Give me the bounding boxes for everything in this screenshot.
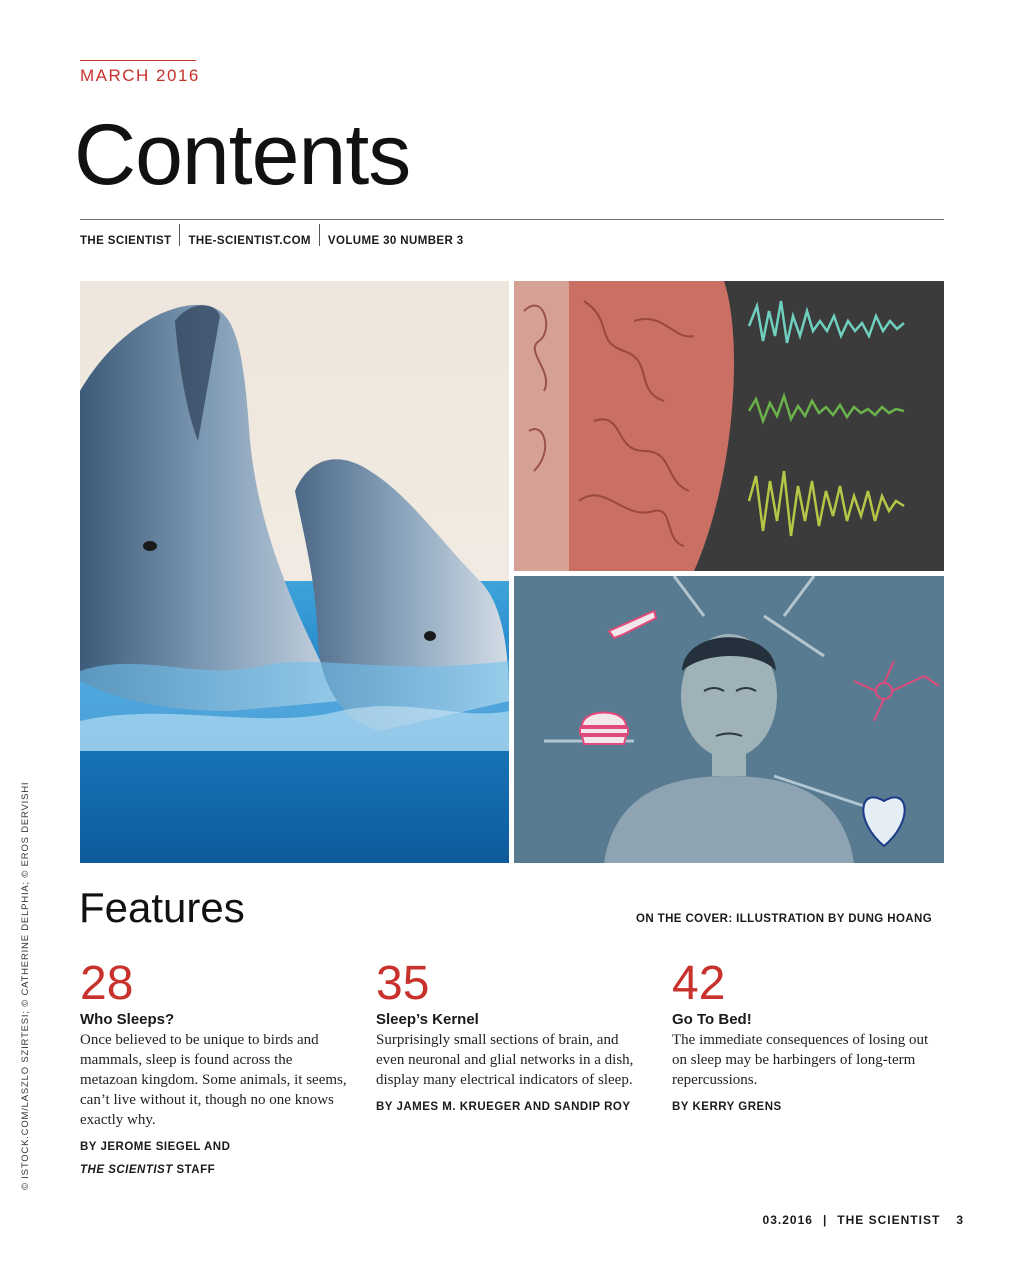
feature-title[interactable]: Sleep’s Kernel <box>376 1011 479 1028</box>
footer-page-number: 3 <box>956 1213 964 1227</box>
feature-article[interactable] <box>672 957 942 1119</box>
brain-illustration <box>514 281 944 571</box>
masthead-divider <box>179 224 180 246</box>
issue-date: MARCH 2016 <box>80 66 200 85</box>
feature-byline-line: BY JEROME SIEGEL AND <box>80 1141 231 1153</box>
footer-publication: THE SCIENTIST <box>837 1213 941 1227</box>
footer-date: 03.2016 <box>762 1213 813 1227</box>
photo-credit: © ISTOCK.COM/LASZLO SZIRTESI; © CATHERINE DELPHIA; © EROS DERVISHI <box>20 781 31 1190</box>
date-rule <box>80 60 196 61</box>
dolphins-photo <box>80 281 509 863</box>
feature-byline <box>80 1136 350 1182</box>
page-footer <box>763 1213 964 1227</box>
feature-byline-line <box>80 1159 350 1182</box>
feature-page-number: 42 <box>672 957 726 1010</box>
feature-page-number: 35 <box>376 957 430 1010</box>
byline-suffix: STAFF <box>172 1164 216 1176</box>
sleep-deprivation-illustration <box>514 576 944 863</box>
publication-name: THE SCIENTIST <box>80 1164 173 1176</box>
masthead-website: THE-SCIENTIST.COM <box>188 235 311 247</box>
feature-byline-line: BY JAMES M. KRUEGER AND SANDIP ROY <box>376 1101 631 1113</box>
feature-title[interactable]: Who Sleeps? <box>80 1011 175 1028</box>
feature-byline <box>672 1096 942 1119</box>
page-title: Contents <box>74 107 411 203</box>
title-rule <box>80 219 944 220</box>
masthead-volume: VOLUME 30 NUMBER 3 <box>327 235 464 247</box>
feature-article[interactable] <box>80 957 350 1182</box>
section-title: Features <box>79 884 245 931</box>
feature-byline-line: BY KERRY GRENS <box>672 1101 782 1113</box>
feature-description: Once believed to be unique to birds and mammals, sleep is found across the metazoan kingdom. Some animals, it seems, can’t live without it, though no one knows exactly why. <box>80 1032 347 1128</box>
masthead <box>80 230 464 252</box>
masthead-publication: THE SCIENTIST <box>80 235 172 247</box>
footer-separator: | <box>822 1213 828 1227</box>
feature-article[interactable] <box>376 957 646 1119</box>
masthead-divider <box>319 224 320 246</box>
feature-description: Surprisingly small sections of brain, and even neuronal and glial networks in a dish, display many electrical indicators of sleep. <box>376 1032 634 1088</box>
feature-page-number: 28 <box>80 957 134 1010</box>
cover-credit: ON THE COVER: ILLUSTRATION BY DUNG HOANG <box>636 913 933 925</box>
feature-description: The immediate consequences of losing out on sleep may be harbingers of long-term repercussions. <box>672 1032 929 1088</box>
feature-title[interactable]: Go To Bed! <box>672 1011 752 1028</box>
feature-byline <box>376 1096 646 1119</box>
